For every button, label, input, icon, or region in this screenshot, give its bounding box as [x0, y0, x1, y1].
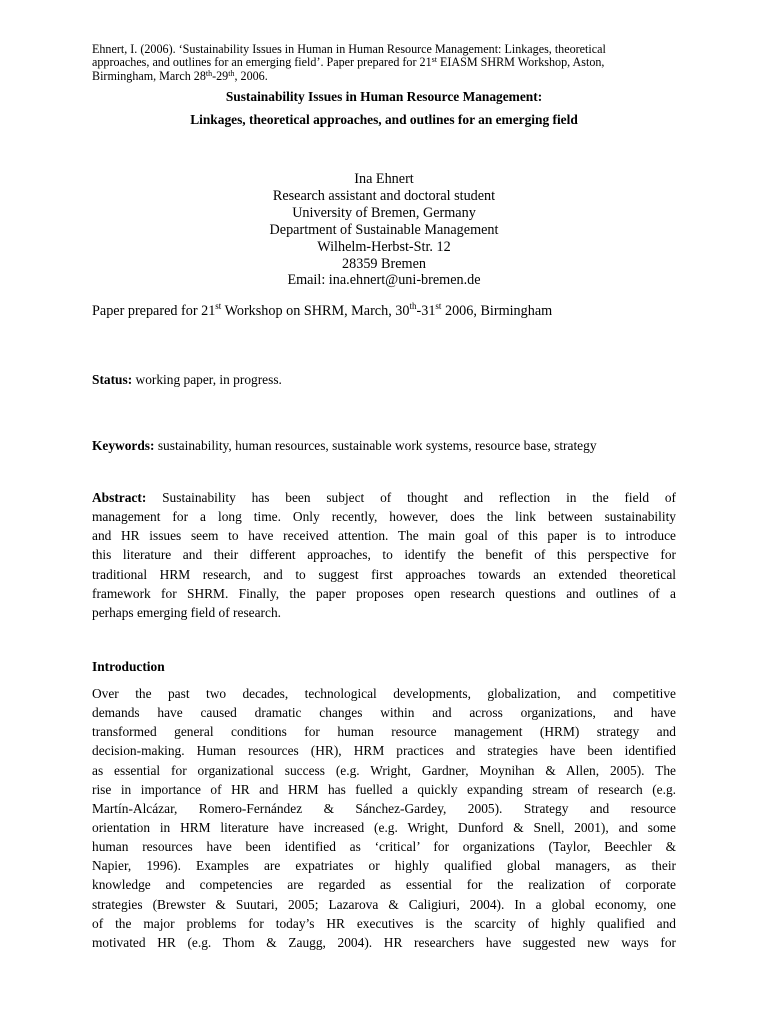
author-email: Email: ina.ehnert@uni-bremen.de: [287, 272, 481, 289]
prepared-for-note: Paper prepared for 21st Workshop on SHRM, March, 30th-31st 2006, Birmingham: [92, 301, 553, 319]
citation-line-1: Ehnert, I. (2006). ‘Sustainability Issues in Human in Human Resource Management: Linkages, theoretical: [92, 42, 606, 56]
introduction-line: of the major problems for today’s HR executives is the scarcity of highly qualified and: [92, 915, 676, 931]
introduction-line: Martín-Alcázar, Romero-Fernández & Sánchez-Gardey, 2005). Strategy and resource: [92, 800, 676, 816]
author-university: University of Bremen, Germany: [292, 204, 476, 221]
paper-title: Sustainability Issues in Human Resource Management:: [225, 89, 543, 104]
paper-subtitle: Linkages, theoretical approaches, and outlines for an emerging field: [190, 112, 578, 127]
status-label: Status:: [92, 372, 133, 387]
introduction-paragraph: [92, 684, 676, 952]
introduction-line: Over the past two decades, technological developments, globalization, and competitive: [92, 686, 676, 701]
status-text: working paper, in progress.: [132, 372, 282, 387]
introduction-line: motivated HR (e.g. Thom & Zaugg, 2004). HR researchers have suggested new ways for: [92, 934, 676, 950]
abstract-line: this literature and their different approaches, to identify the benefit of this perspective for: [92, 547, 676, 563]
abstract-line: framework for SHRM. Finally, the paper proposes open research questions and outlines of a: [92, 585, 676, 601]
introduction-line: orientation in HRM literature have increased (e.g. Wright, Dunford & Snell, 2001), and some: [92, 819, 676, 835]
introduction-line: Napier, 1996). Examples are expatriates or highly qualified global managers, as their: [92, 858, 676, 874]
citation-line-2: approaches, and outlines for an emerging field’. Paper prepared for 21st EIASM SHRM Workshop, Aston,: [92, 55, 605, 70]
author-city: 28359 Bremen: [342, 255, 426, 272]
abstract-line: and HR issues seem to have received attention. The main goal of this paper is to introduce: [92, 528, 676, 544]
status-line: [92, 372, 682, 388]
introduction-line: knowledge and competencies are regarded as essential for the realization of corporate: [92, 877, 676, 893]
introduction-heading: Introduction: [92, 659, 165, 674]
introduction-line: human resources have been identified as ‘critical’ for organizations (Taylor, Beechler &: [92, 839, 676, 855]
abstract-line: traditional HRM research, and to suggest first approaches towards an extended theoretical: [92, 566, 676, 582]
author-block: [92, 171, 676, 289]
abstract-line: perhaps emerging field of research.: [92, 604, 281, 620]
author-street: Wilhelm-Herbst-Str. 12: [317, 238, 451, 255]
introduction-line: demands have caused dramatic changes within and across organizations, and have: [92, 705, 676, 721]
citation-note: [92, 43, 682, 83]
introduction-line: as essential for organizational success (e.g. Wright, Gardner, Moynihan & Allen, 2005). The: [92, 762, 676, 778]
citation-line-3: Birmingham, March 28th-29th, 2006.: [92, 68, 268, 83]
keywords-line: [92, 438, 682, 454]
keywords-label: Keywords:: [92, 438, 155, 453]
author-department: Department of Sustainable Management: [269, 221, 499, 238]
abstract-line: Abstract: Sustainability has been subject of thought and reflection in the field of: [92, 490, 676, 505]
author-name: Ina Ehnert: [354, 171, 414, 187]
introduction-line: strategies (Brewster & Suutari, 2005; Lazarova & Caligiuri, 2004). In a global economy, one: [92, 896, 676, 912]
abstract-paragraph: [92, 488, 676, 622]
keywords-text: sustainability, human resources, sustainable work systems, resource base, strategy: [154, 438, 597, 453]
abstract-label: Abstract:: [92, 490, 147, 505]
introduction-line: decision-making. Human resources (HR), HRM practices and strategies have been identified: [92, 743, 676, 759]
abstract-line: management for a long time. Only recently, however, does the link between sustainability: [92, 509, 676, 525]
introduction-line: transformed general conditions for human resource management (HRM) strategy and: [92, 724, 676, 740]
introduction-line: rise in importance of HR and HRM has fuelled a quickly expanding stream of research (e.g.: [92, 781, 676, 797]
author-position: Research assistant and doctoral student: [272, 187, 496, 204]
